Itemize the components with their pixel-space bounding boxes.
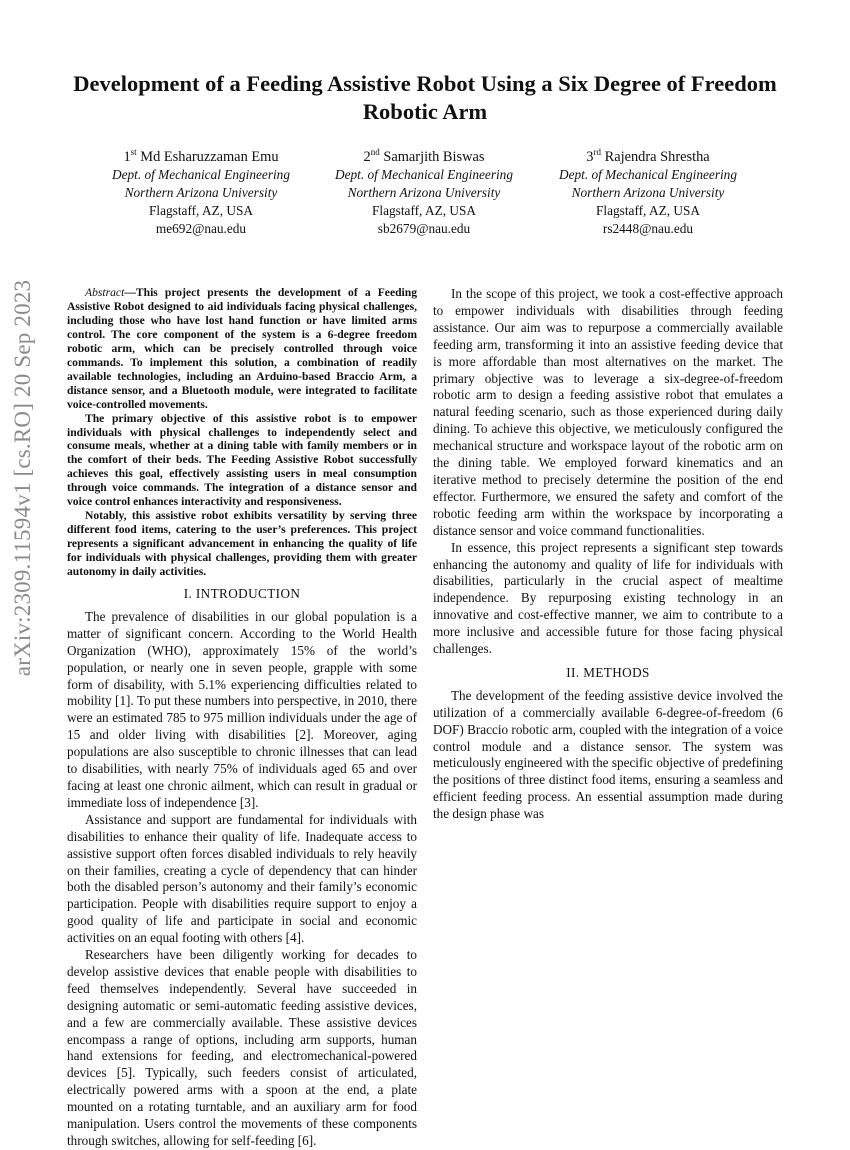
arxiv-stamp-text: arXiv:2309.11594v1 [cs.RO] 20 Sep 2023 <box>10 279 35 676</box>
abstract <box>67 286 417 579</box>
section-heading-methods: II. METHODS <box>566 664 650 680</box>
paper-title: Development of a Feeding Assistive Robot Using a Six Degree of Freedom Robotic Arm <box>73 71 777 124</box>
author-location: Flagstaff, AZ, USA <box>372 203 476 218</box>
author-block <box>533 148 763 238</box>
author-university: Northern Arizona University <box>347 185 501 200</box>
arxiv-stamp <box>3 265 43 690</box>
abstract-label: Abstract <box>85 286 125 299</box>
author-dept: Dept. of Mechanical Engineering <box>112 167 290 182</box>
left-column <box>67 286 417 1150</box>
author-email: sb2679@nau.edu <box>377 221 471 236</box>
author-dept: Dept. of Mechanical Engineering <box>335 167 513 182</box>
abstract-paragraph: Abstract—This project presents the development of a Feeding Assistive Robot designed to aid individuals facing physical challenges, including those who have lost hand function or have limited arms control. The core component of the system is a 6-degree freedom robotic arm, which can be precisely controlled through voice commands. To implement this solution, a combination of readily available technologies, including an Arduino-based Braccio Arm, a distance sensor, and a Bluetooth module, were integrated to facilitate voice-controlled movements. <box>67 286 417 411</box>
body-paragraph: Researchers have been diligently working for decades to develop assistive devices that enable people with disabilities to feed themselves independently. Several have succeeded in designing automatic or semi-automatic feeding assistive devices, and a few are commercially available. These assistive devices encompass a range of options, including arm supports, human hand extensions for feeding, and electromechanical-powered devices [5]. Typically, such feeders consist of articulated, electrically powered arms with a spoon at the end, a plate mounted on a rotating turntable, and an auxiliary arm for food manipulation. Users control the movements of these components through switches, allowing for self-feeding [6]. <box>67 947 417 1149</box>
section-heading-introduction: I. INTRODUCTION <box>183 586 301 602</box>
author-name-line: 2nd Samarjith Biswas <box>363 147 485 165</box>
author-dept: Dept. of Mechanical Engineering <box>559 167 737 182</box>
author-name: Rajendra Shrestha <box>604 149 710 165</box>
right-column <box>433 286 783 823</box>
author-email: me692@nau.edu <box>155 221 247 236</box>
body-paragraph: The prevalence of disabilities in our global population is a matter of significant concern. According to the World Health Organization (WHO), approximately 15% of the world’s population, or nearly one in seven people, grapple with some form of disability, with 5.1% experiencing difficulties related to mobility [1]. To put these numbers into perspective, in 2010, there were an estimated 785 to 975 million individuals under the age of 15 and older living with disabilities [2]. Moreover, aging populations are also susceptible to chronic illnesses that can lead to disabilities, with nearly 75% of individuals aged 65 and over facing at least one chronic ailment, which can result in gradual or immediate loss of independence [3]. <box>67 608 417 810</box>
author-location: Flagstaff, AZ, USA <box>596 203 700 218</box>
body-paragraph: In the scope of this project, we took a cost-effective approach to empower individuals with disabilities through feeding assistance. Our aim was to repurpose a commercially available feeding arm, transforming it into an assistive feeding device that is more affordable than most alternatives on the market. The primary objective was to leverage a six-degree-of-freedom robotic arm to design a feeding assistive robot that emulates a natural feeding scenario, such as those experienced during daily dining. To achieve this objective, we meticulously configured the mechanical structure and workspace layout of the robotic arm on the dining table. We employed forward kinematics and an iterative method to precisely determine the position of the end effector. Furthermore, we ensured the safety and comfort of the robotic feeding arm within the workspace by incorporating a distance sensor and voice command functionalities. <box>433 286 783 538</box>
author-email: rs2448@nau.edu <box>602 221 694 236</box>
author-name: Md Esharuzzaman Emu <box>140 149 279 165</box>
author-location: Flagstaff, AZ, USA <box>149 203 253 218</box>
body-paragraph: Assistance and support are fundamental for individuals with disabilities to enhance their quality of life. Inadequate access to assistive support often forces disabled individuals to rely heavily on their families, creating a cycle of dependency that can hinder both the disabled person’s autonomy and their family’s economic participation. People with disabilities require support to enjoy a good quality of life and participate in social and economic activities on an equal footing with others [4]. <box>67 811 417 946</box>
author-block <box>309 148 539 238</box>
author-name: Samarjith Biswas <box>383 149 485 165</box>
author-name-line: 1st Md Esharuzzaman Emu <box>123 147 279 165</box>
author-university: Northern Arizona University <box>124 185 278 200</box>
body-paragraph: In essence, this project represents a significant step towards enhancing the autonomy and quality of life for individuals with disabilities, particularly in the crucial aspect of mealtime independence. By repurposing existing technology in an innovative and cost-effective manner, we aim to contribute to a more inclusive and accessible future for those facing physical challenges. <box>433 539 783 657</box>
author-university: Northern Arizona University <box>571 185 725 200</box>
author-name-line: 3rd Rajendra Shrestha <box>586 147 710 165</box>
author-block <box>86 148 316 238</box>
body-paragraph: The development of the feeding assistive device involved the utilization of a commercially available 6-degree-of-freedom (6 DOF) Braccio robotic arm, coupled with the integration of a voice control module and a distance sensor. The system was meticulously engineered with the specific objective of predefining the positions of three distinct food items, ensuring a seamless and efficient feeding process. An essential assumption made during the design phase was <box>433 687 783 822</box>
abstract-paragraph: Notably, this assistive robot exhibits versatility by serving three different food items, catering to the user’s preferences. This project represents a significant advancement in enhancing the quality of life for individuals with physical challenges, providing them with greater autonomy in daily activities. <box>67 509 417 579</box>
abstract-paragraph: The primary objective of this assistive robot is to empower individuals with physical challenges to independently select and consume meals, whether at a dining table with family members or in the comfort of their beds. The Feeding Assistive Robot successfully achieves this goal, effectively assisting users in meal consumption through voice commands. The integration of a distance sensor and voice control enhances interactivity and responsiveness. <box>67 411 417 509</box>
